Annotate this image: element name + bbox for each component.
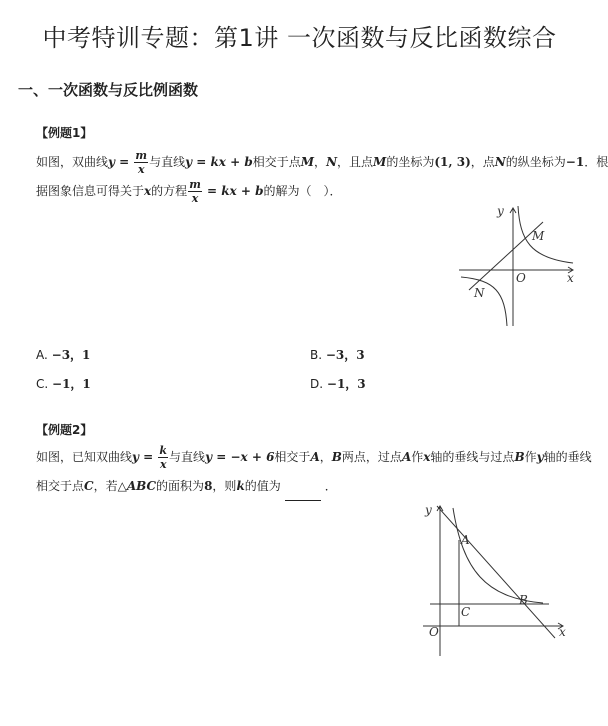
- math-point-C: C: [84, 479, 94, 493]
- fraction-denominator: x: [137, 163, 145, 176]
- fraction-numerator: m: [189, 178, 201, 191]
- text: 轴的垂线: [543, 450, 592, 464]
- math-point-B: B: [331, 450, 342, 464]
- text: 轴的垂线与过点: [430, 450, 515, 464]
- text: 的方程: [151, 184, 188, 198]
- text: ，: [319, 450, 332, 464]
- label-y: y: [497, 204, 504, 218]
- option-b[interactable]: [310, 346, 365, 363]
- math-coordinate-M: (1, 3): [434, 155, 471, 169]
- example-1-figure: [455, 200, 585, 330]
- text: 如图，已知双曲线: [36, 450, 133, 464]
- label-x: x: [567, 271, 574, 285]
- example-2-figure: [415, 500, 575, 660]
- math-y: y: [132, 450, 139, 464]
- math-triangle: ABC: [126, 479, 157, 493]
- section-heading: 一、一次函数与反比例函数: [18, 81, 199, 99]
- hyperbola-branch-1: [518, 206, 573, 263]
- math-x: x: [423, 450, 431, 464]
- line-graph: [437, 506, 555, 638]
- fraction-k-over-x: [158, 445, 168, 470]
- example-2-line-2: [36, 472, 584, 501]
- math-equals: =: [139, 450, 158, 464]
- math-line-equation: y = −x + 6: [205, 450, 275, 464]
- fraction-m-over-x: [188, 179, 202, 204]
- math-point-N: N: [326, 155, 338, 169]
- fraction-denominator: x: [159, 458, 167, 471]
- text: 作: [524, 450, 537, 464]
- math-point-A: A: [401, 450, 412, 464]
- option-c[interactable]: [36, 375, 91, 392]
- math-point-N: N: [494, 155, 506, 169]
- answer-blank[interactable]: [285, 488, 321, 501]
- fraction-denominator: x: [191, 192, 199, 205]
- math-y: y: [108, 155, 115, 169]
- text: 两点，过点: [341, 450, 402, 464]
- text: 相交于: [274, 450, 311, 464]
- label-A: A: [461, 533, 470, 547]
- option-letter: A.: [36, 348, 48, 362]
- text: ，: [314, 155, 327, 169]
- label-x: x: [559, 625, 566, 639]
- hyperbola-branch-2: [461, 277, 507, 326]
- label-N: N: [474, 286, 485, 300]
- text: ．根: [584, 155, 608, 169]
- option-letter: B.: [310, 348, 323, 362]
- text: 作: [411, 450, 424, 464]
- math-point-A: A: [310, 450, 320, 464]
- option-value: −3，1: [51, 348, 91, 362]
- math-equation: = kx + b: [202, 184, 264, 198]
- math-value: −1: [565, 155, 585, 169]
- option-a[interactable]: [36, 346, 90, 363]
- page-title: 中考特训专题：第1讲 一次函数与反比函数综合: [42, 24, 557, 52]
- text: 的面积为: [156, 479, 205, 493]
- option-value: −1，3: [326, 377, 366, 391]
- fraction-numerator: k: [159, 444, 168, 457]
- text: 与直线: [149, 155, 186, 169]
- option-value: −3，3: [325, 348, 365, 362]
- math-line-equation: y = kx + b: [185, 155, 253, 169]
- text: 相交于点: [36, 479, 85, 493]
- option-d[interactable]: [310, 375, 366, 392]
- label-y: y: [425, 503, 432, 517]
- label-origin: O: [516, 271, 526, 285]
- label-B: B: [519, 593, 528, 607]
- text: ．: [324, 479, 337, 493]
- text: 相交于点: [252, 155, 301, 169]
- label-M: M: [532, 229, 545, 243]
- option-letter: D.: [310, 377, 324, 391]
- example-1-label: 【例题1】: [36, 126, 93, 140]
- math-equals: =: [115, 155, 134, 169]
- text: ，则: [212, 479, 237, 493]
- example-2-line-1: [36, 443, 592, 472]
- example-2-question: [36, 443, 592, 501]
- math-point-M: M: [300, 155, 315, 169]
- math-point-B: B: [514, 450, 525, 464]
- text: ，点: [470, 155, 495, 169]
- fraction-numerator: m: [135, 149, 148, 162]
- text: 的坐标为: [386, 155, 435, 169]
- fraction-m-over-x: [134, 150, 148, 175]
- option-value: −1，1: [52, 377, 91, 391]
- math-point-M: M: [373, 155, 387, 169]
- text: 的纵坐标为: [505, 155, 566, 169]
- hyperbola: [453, 508, 543, 603]
- text: 如图，双曲线: [36, 155, 109, 169]
- label-origin: O: [429, 625, 439, 639]
- example-1-question: [36, 148, 608, 206]
- math-x: x: [144, 184, 152, 198]
- text: 与直线: [169, 450, 206, 464]
- option-letter: C.: [36, 377, 49, 391]
- text: 的解为（ ）．: [263, 184, 342, 198]
- math-y: y: [536, 450, 544, 464]
- example-1-line-1: [36, 148, 608, 177]
- math-area: 8: [204, 479, 213, 493]
- text: ，且点: [337, 155, 374, 169]
- label-C: C: [461, 605, 471, 619]
- math-k: k: [236, 479, 245, 493]
- text: 的值为: [244, 479, 281, 493]
- text: ，若△: [93, 479, 127, 493]
- example-2-label: 【例题2】: [36, 423, 93, 437]
- text: 据图象信息可得关于: [36, 184, 145, 198]
